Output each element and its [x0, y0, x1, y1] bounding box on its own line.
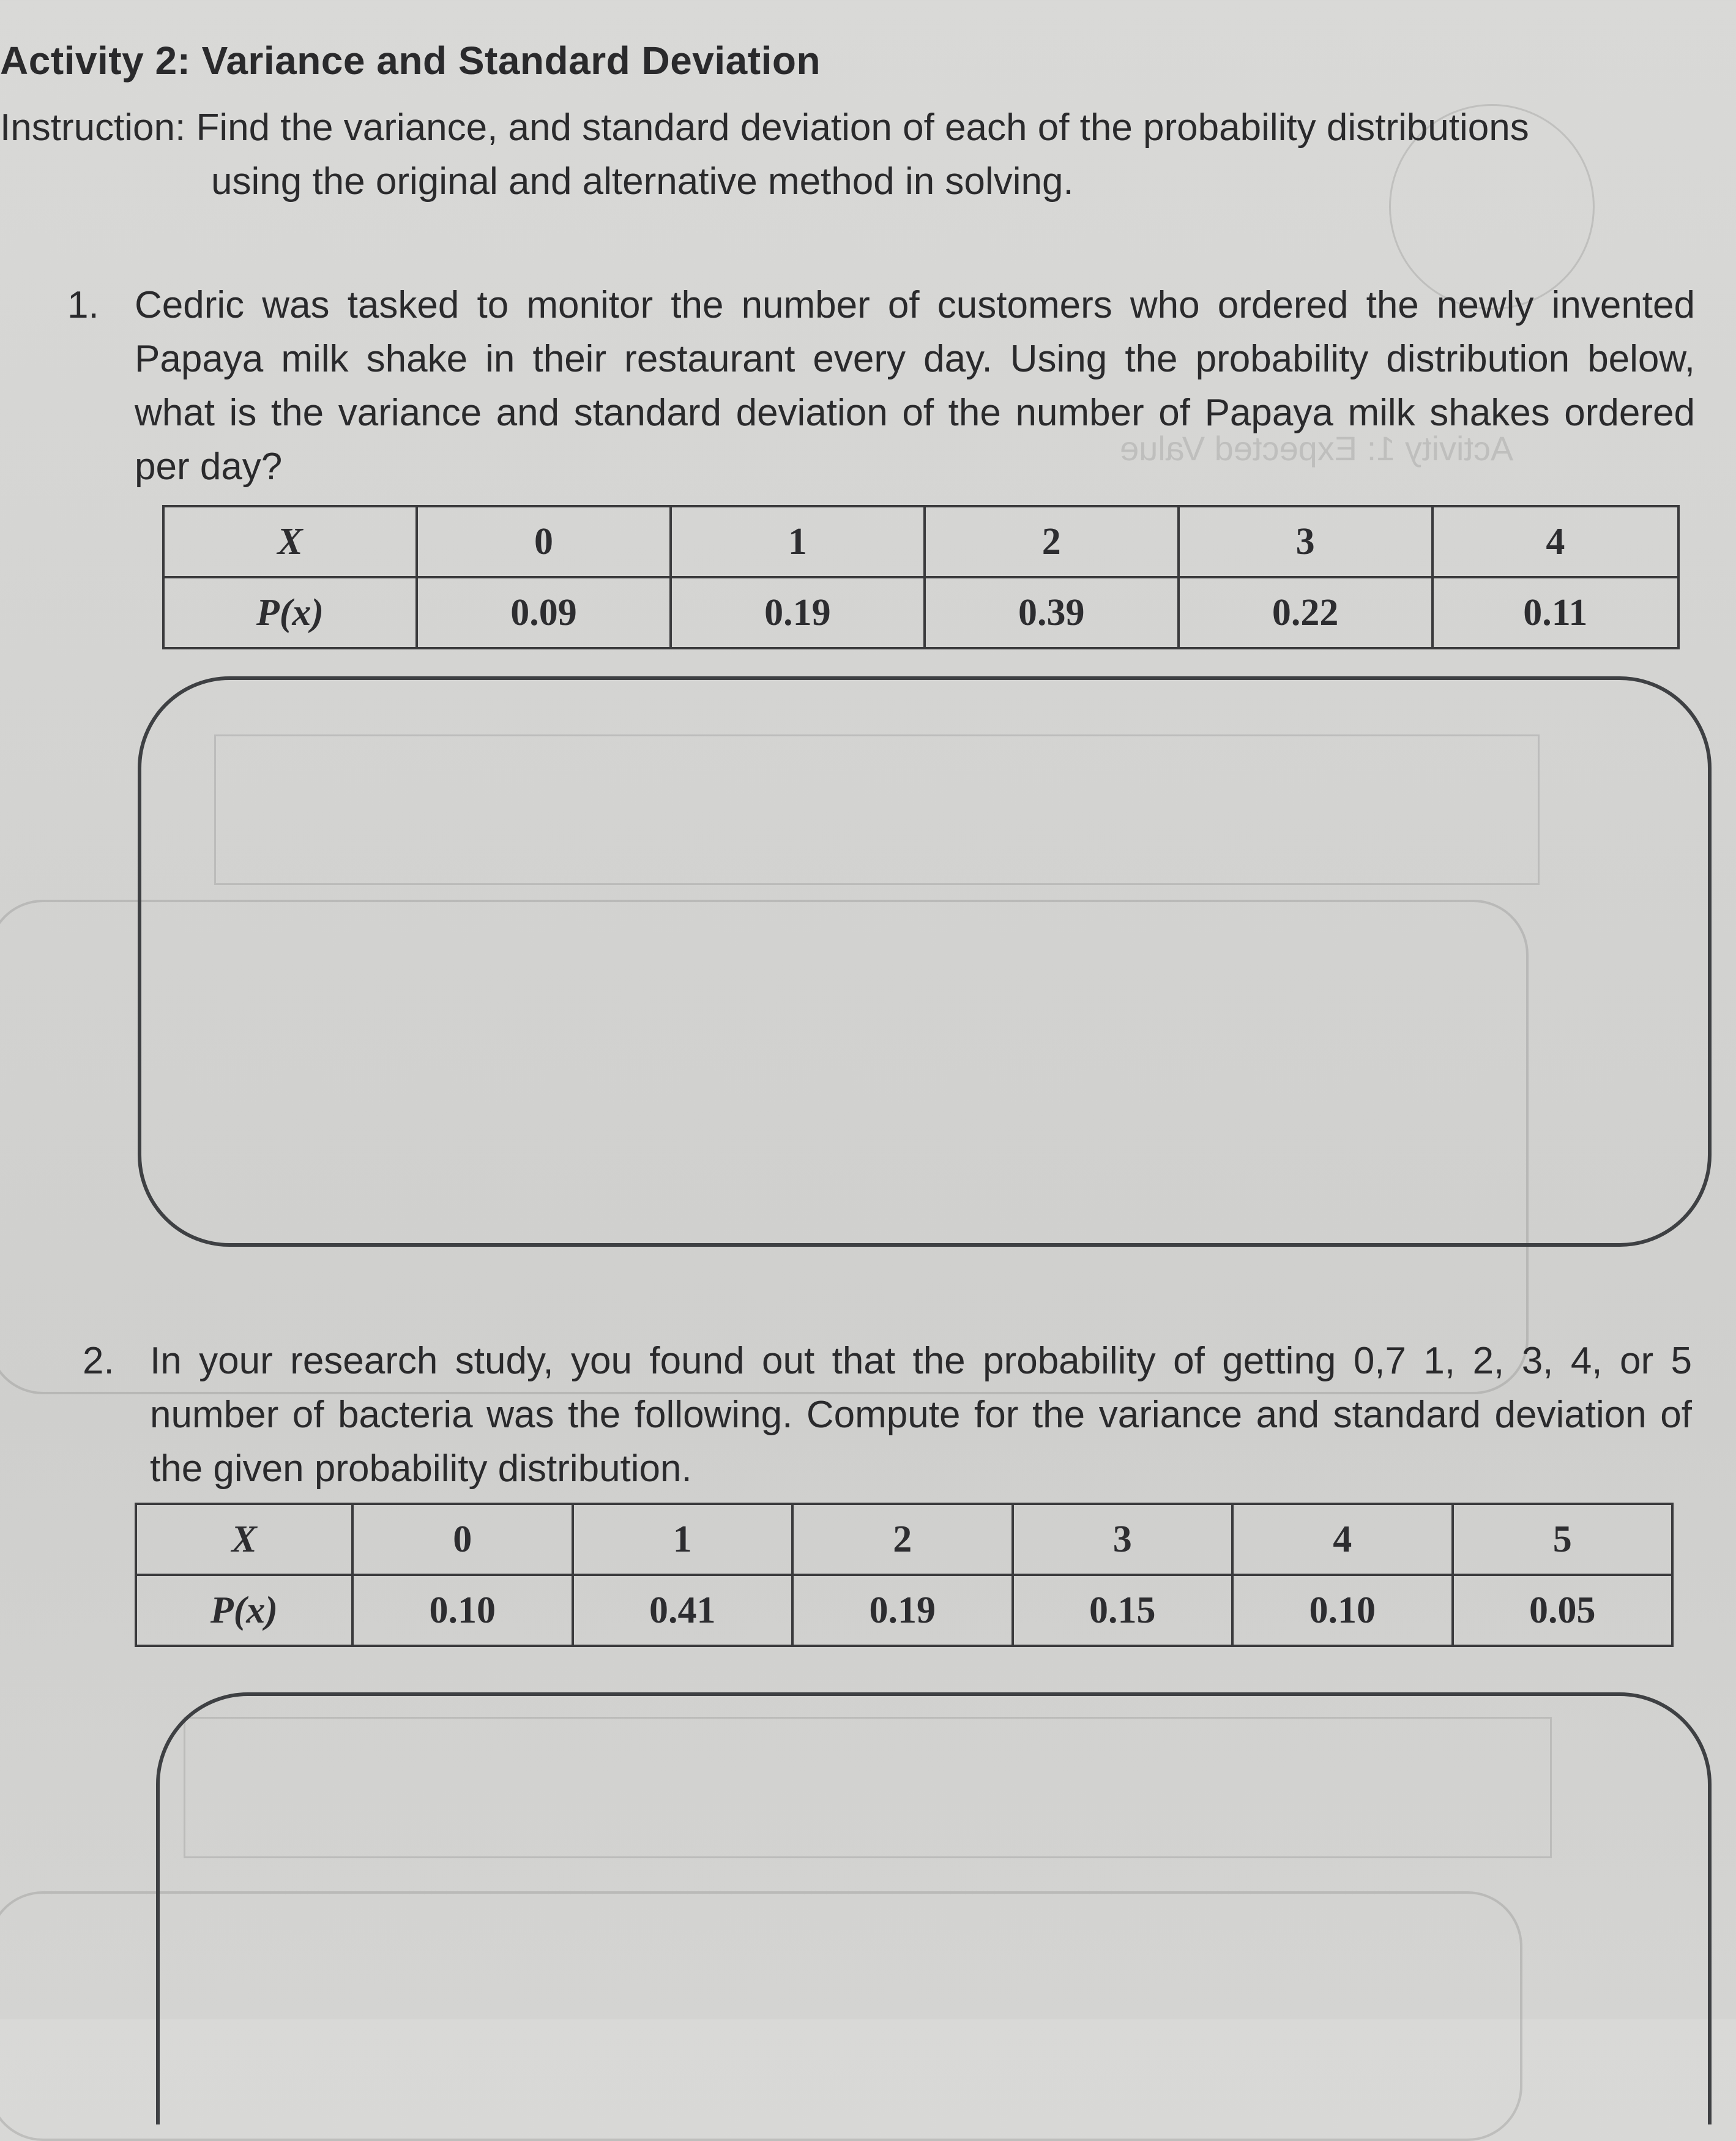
question-2-number: 2.: [83, 1340, 114, 1382]
x-value-cell: 4: [1232, 1504, 1453, 1575]
px-header-cell: P(x): [136, 1575, 352, 1646]
px-value-cell: 0.41: [573, 1575, 793, 1646]
table-row-px: [163, 577, 1678, 648]
x-value-cell: 3: [1013, 1504, 1233, 1575]
question-1: [67, 278, 1695, 494]
x-value-cell: 0: [352, 1504, 573, 1575]
x-header-cell: X: [136, 1504, 352, 1575]
px-value-cell: 0.05: [1453, 1575, 1673, 1646]
table-row-x: [163, 506, 1678, 577]
answer-box-2[interactable]: [156, 1692, 1712, 2124]
x-value-cell: 5: [1453, 1504, 1673, 1575]
px-value-cell: 0.39: [925, 577, 1179, 648]
px-value-cell: 0.11: [1432, 577, 1678, 648]
question-2: [83, 1334, 1692, 1496]
question-1-number: 1.: [67, 284, 99, 326]
px-value-cell: 0.10: [352, 1575, 573, 1646]
px-value-cell: 0.19: [671, 577, 925, 648]
bleed-through-text: Activity 1: Expected Value: [1120, 429, 1514, 468]
table-row-px: [136, 1575, 1672, 1646]
answer-box-1[interactable]: [138, 676, 1712, 1247]
probability-table-1: [162, 505, 1680, 649]
px-value-cell: 0.10: [1232, 1575, 1453, 1646]
px-value-cell: 0.15: [1013, 1575, 1233, 1646]
px-header-cell: P(x): [163, 577, 417, 648]
instruction-line-1: Instruction: Find the variance, and standard deviation of each of the probability distributions: [0, 106, 1529, 149]
px-value-cell: 0.19: [792, 1575, 1013, 1646]
px-value-cell: 0.09: [417, 577, 671, 648]
table-row-x: [136, 1504, 1672, 1575]
x-value-cell: 1: [671, 506, 925, 577]
x-value-cell: 4: [1432, 506, 1678, 577]
instruction-line-2: using the original and alternative method in solving.: [211, 160, 1074, 203]
x-value-cell: 3: [1179, 506, 1432, 577]
x-value-cell: 0: [417, 506, 671, 577]
question-2-text: In your research study, you found out that the probability of getting 0,7 1, 2, 3, 4, or 5 number of bacteria was the following. Compute for the variance and standard deviation of the given probability distribution.: [150, 1340, 1692, 1490]
question-1-text: Cedric was tasked to monitor the number of customers who ordered the newly invented Papaya milk shake in their restaurant every day. Using the probability distribution below, what is the variance and standard deviation of the number of Papaya milk shakes ordered per day?: [135, 284, 1695, 488]
px-value-cell: 0.22: [1179, 577, 1432, 648]
probability-table-2: [135, 1503, 1674, 1647]
activity-title: Activity 2: Variance and Standard Deviation: [0, 39, 821, 83]
instruction-text: [0, 101, 1701, 209]
x-value-cell: 2: [925, 506, 1179, 577]
x-value-cell: 2: [792, 1504, 1013, 1575]
x-value-cell: 1: [573, 1504, 793, 1575]
x-header-cell: X: [163, 506, 417, 577]
